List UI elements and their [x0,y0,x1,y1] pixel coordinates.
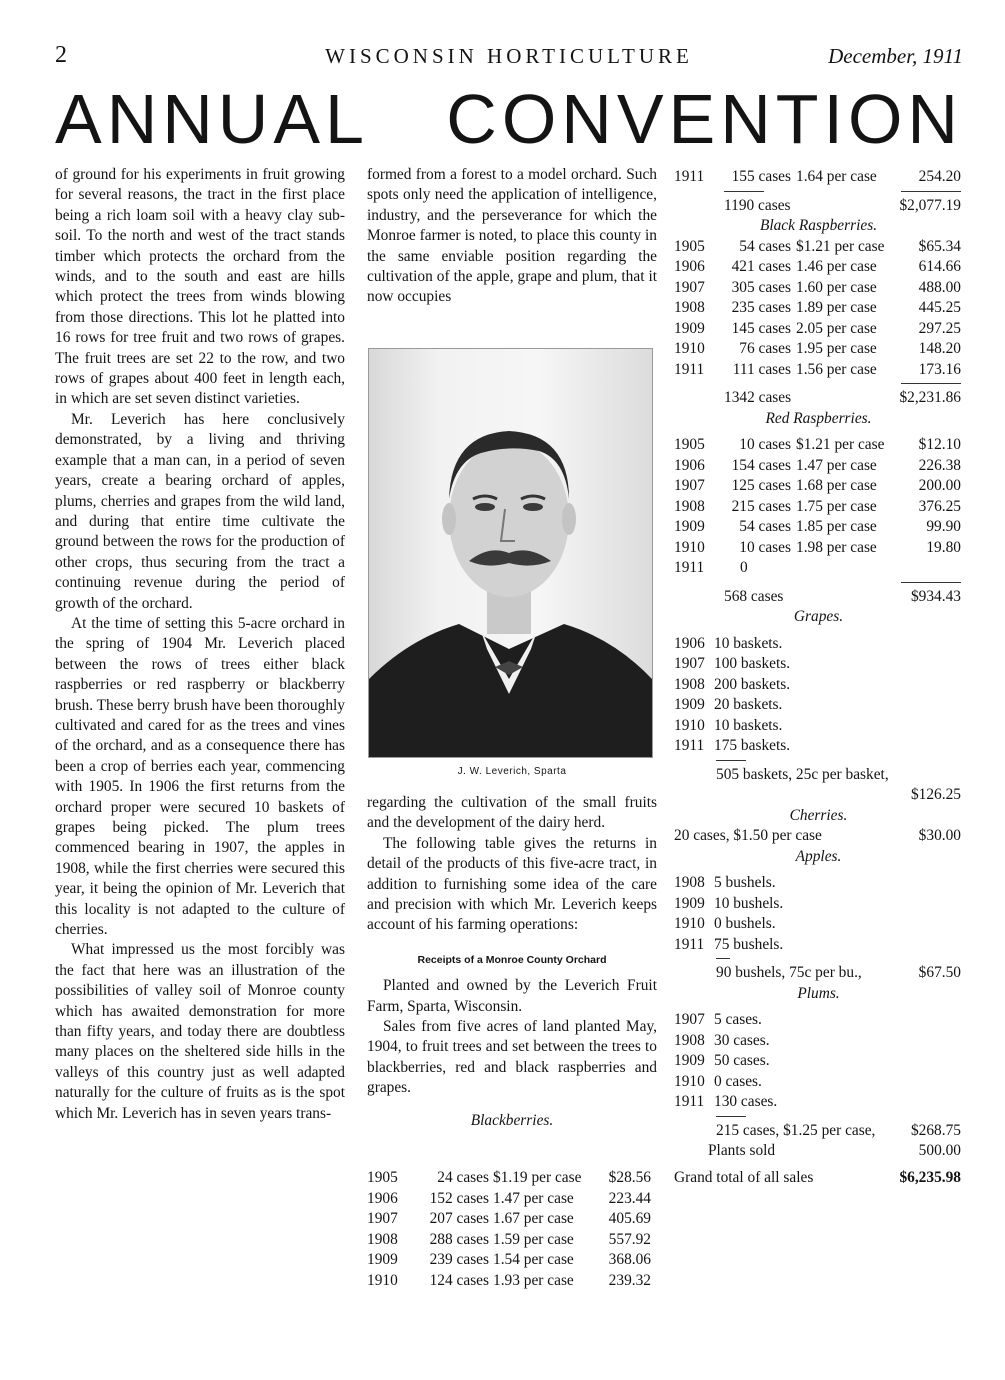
year: 1908 [674,874,705,891]
total-line: 215 cases, $1.25 per case, [716,1121,876,1139]
quantity: 54 cases [739,237,791,255]
plants-sold-amount: 500.00 [918,1142,961,1159]
quantity: 155 cases [731,168,791,185]
paragraph: Planted and owned by the Leverich Fruit Farm, Sparta, Wisconsin. [367,977,657,1015]
banner-word-annual: ANNUAL [55,80,369,158]
quantity: 76 cases [739,340,791,357]
total-amount: $67.50 [918,964,961,981]
amount: 239.32 [608,1271,651,1289]
total-amount: $126.25 [910,786,961,803]
total-row [674,785,963,806]
year: 1909 [674,1052,705,1069]
year: 1906 [367,1189,398,1207]
publication-title: WISCONSIN HORTICULTURE [325,44,693,68]
paragraph: regarding the cultivation of the small fruits and the development of the dairy herd. [367,794,657,832]
year: 1907 [674,278,705,296]
table-row [674,167,963,188]
price: 1.59 per case [493,1230,574,1248]
table-row [674,298,963,319]
price: 1.98 per case [796,538,877,556]
table-row [674,435,963,456]
year: 1906 [674,258,705,275]
table-row [674,894,963,915]
amount: 368.06 [608,1251,651,1268]
year: 1911 [674,168,705,185]
portrait-photo [368,348,653,758]
quantity: 305 cases [731,278,791,296]
year: 1907 [674,477,705,494]
paragraph: At the time of setting this 5-acre orchard in the spring of 1904 Mr. Leverich placed between the rows of trees either black raspberries or red raspberry or blackberry brush. These berry brush have been thoroughly cultivated and cared for as the trees and vines of the orchard, and as a consequence there has been a crop of berries each year, commencing with 1905. In 1906 the first returns from the orchard proper were secured 10 baskets of grapes being picked. The plum trees commenced bearing in 1907, the apples in 1908, while the first cherries were secured this year, it being the opinion of Mr. Leverich that this locality is not adapted to the culture of cherries. [55,614,345,939]
table-row [674,1092,963,1113]
page-number: 2 [55,42,67,68]
year: 1905 [367,1169,398,1186]
black-raspberries-heading: Black Raspberries. [759,217,878,234]
amount: $12.10 [918,436,961,453]
year: 1909 [674,319,705,337]
photo-caption: J. W. Leverich, Sparta [457,766,567,777]
year: 1907 [674,655,705,672]
amount: 148.20 [918,340,961,357]
total-row [674,1141,963,1162]
amount: 99.90 [926,518,961,535]
plums-heading: Plums. [797,984,840,1002]
price: 1.47 per case [493,1189,574,1207]
year: 1907 [674,1011,705,1028]
article-column-2-bottom [367,793,657,1131]
total-amount: $2,231.86 [899,389,961,406]
table-row [674,675,963,696]
quantity: 54 cases [739,518,791,535]
grand-total-amount: $6,235.98 [899,1168,961,1186]
issue-date: December, 1911 [828,44,963,68]
total-line: 505 baskets, 25c per basket, [716,765,889,783]
table-row [367,1230,657,1251]
price: 1.89 per case [796,299,877,316]
amount: 488.00 [918,278,961,296]
price: 1.95 per case [796,340,877,357]
quantity: 5 cases. [714,1011,762,1028]
year: 1911 [674,559,705,576]
total-quantity: 1342 cases [724,389,792,406]
price: 1.75 per case [796,497,877,515]
table-row [674,497,963,518]
quantity: 100 baskets. [714,655,791,672]
amount: 297.25 [918,319,961,337]
divider [674,579,963,587]
table-row [674,1051,963,1072]
table-row [674,695,963,716]
quantity: 175 baskets. [714,737,791,754]
total-amount: $268.75 [910,1121,961,1139]
paragraph: of ground for his experiments in fruit growing for several reasons, the tract in the first place being a rich loam soil with a heavy clay sub-soil. To the north and west of the tract stands timber which protects the orchard from the winds, and to the south and east are hills which protect the trees from winds blowing from those directions. This lot he platted into 16 rows for tree fruit and two rows of grapes. The fruit trees are set 22 to the row, and two rows of grapes about 400 feet in length each, in which are set seven distinct varieties. [55,166,345,408]
table-row [674,634,963,655]
quantity: 239 cases [429,1251,489,1268]
price: 1.85 per case [796,518,877,535]
quantity: 154 cases [731,456,791,474]
total-row [674,765,963,786]
year: 1908 [674,299,705,316]
table-row [674,716,963,737]
total-row [674,1121,963,1142]
price: 2.05 per case [796,319,877,337]
quantity: 75 bushels. [714,935,784,953]
amount: 254.20 [918,168,961,185]
table-row [674,237,963,258]
quantity: 5 bushels. [714,874,776,891]
table-row [674,935,963,956]
table-row [674,558,963,579]
paragraph: formed from a forest to a model orchard. Such spots only need the application of intelligence, industry, and the perseverance for which the Monroe farmer is noted, to place this county in the same enviable position regarding the cultivation of the apple, grape and plum, that it now occupies [367,166,657,306]
table-row [674,476,963,497]
receipts-column-3 [674,167,963,1188]
year: 1908 [674,675,705,693]
quantity: 152 cases [429,1189,489,1207]
price: 1.56 per case [796,360,877,378]
amount: 405.69 [608,1210,651,1227]
year: 1905 [674,237,705,255]
total-amount: $2,077.19 [899,196,961,214]
quantity: 10 baskets. [714,634,783,652]
year: 1910 [674,915,705,932]
total-row [674,388,963,409]
year: 1906 [674,456,705,474]
year: 1909 [367,1251,398,1268]
year: 1910 [674,1072,705,1090]
total-quantity: 1190 cases [724,196,791,214]
table-row [674,517,963,538]
quantity: 10 cases [739,538,791,556]
table-heading: Receipts of a Monroe County Orchard [417,953,607,966]
total-row [674,587,963,608]
quantity: 20 baskets. [714,696,783,713]
year: 1908 [674,497,705,515]
price: 1.47 per case [796,456,877,474]
cherries-amount: $30.00 [918,827,961,844]
divider [674,188,963,196]
amount: 445.25 [918,299,961,316]
table-row [367,1271,657,1292]
total-amount: $934.43 [910,587,961,605]
blackberries-table [367,1168,657,1291]
amount: 223.44 [608,1189,651,1207]
divider [674,955,963,963]
plants-sold-label: Plants sold [708,1142,776,1159]
quantity: 215 cases [731,497,791,515]
quantity: 10 bushels. [714,894,784,912]
price: 1.46 per case [796,258,877,275]
quantity: 10 baskets. [714,716,783,734]
table-row [674,914,963,935]
price: 1.54 per case [493,1251,574,1268]
quantity: 130 cases. [714,1093,778,1110]
year: 1909 [674,518,705,535]
year: 1905 [674,436,705,453]
year: 1909 [674,894,705,912]
year: 1906 [674,634,705,652]
page-header [55,42,963,72]
year: 1911 [674,360,705,378]
quantity: 50 cases. [714,1052,770,1069]
total-quantity: 568 cases [724,587,784,605]
portrait-illustration [369,349,652,757]
amount: 200.00 [918,477,961,494]
article-column-2-top [367,165,657,308]
divider [674,1113,963,1121]
amount: 614.66 [918,258,961,275]
amount: 557.92 [608,1230,651,1248]
table-row [674,873,963,894]
price: 1.64 per case [796,168,877,185]
blackberries-heading: Blackberries. [470,1111,554,1129]
quantity: 125 cases [731,477,791,494]
article-column-1 [55,165,345,1124]
year: 1911 [674,737,705,754]
total-line: 90 bushels, 75c per bu., [716,964,862,981]
year: 1909 [674,696,705,713]
amount: 376.25 [918,497,961,515]
year: 1907 [367,1210,398,1227]
quantity: 30 cases. [714,1031,770,1049]
table-row [674,538,963,559]
divider [674,380,963,388]
year: 1910 [674,340,705,357]
table-row [674,339,963,360]
amount: 173.16 [918,360,961,378]
grand-total-label: Grand total of all sales [674,1168,814,1186]
table-row [674,736,963,757]
year: 1911 [674,935,705,953]
table-row [674,257,963,278]
quantity: 145 cases [731,319,791,337]
quantity: 421 cases [731,258,791,275]
divider [674,757,963,765]
cherries-line: 20 cases, $1.50 per case [674,827,822,844]
table-row [674,360,963,381]
table-row [674,278,963,299]
price: $1.19 per case [493,1169,582,1186]
grand-total-row [674,1168,963,1189]
quantity: 24 cases [437,1169,489,1186]
section-banner [55,80,963,158]
grapes-heading: Grapes. [793,608,844,625]
amount: $28.56 [608,1169,651,1186]
cherries-heading: Cherries. [789,806,848,824]
quantity: 0 bushels. [714,915,776,932]
quantity: 235 cases [731,299,791,316]
table-row [674,1072,963,1093]
red-raspberries-heading: Red Raspberries. [765,409,872,427]
table-row [674,1031,963,1052]
table-row [367,1250,657,1271]
table-row [674,654,963,675]
amount: 19.80 [926,538,961,556]
table-row [367,1189,657,1210]
price: 1.67 per case [493,1210,574,1227]
total-row [674,826,963,847]
quantity: 207 cases [429,1210,489,1227]
quantity: 288 cases [429,1230,489,1248]
paragraph: The following table gives the returns in detail of the products of this five-acre tract, in addition to furnishing some idea of the care and precision with which Mr. Leverich keeps account of his farming operations: [367,834,657,934]
amount: $65.34 [918,237,961,255]
year: 1908 [674,1031,705,1049]
price: 1.68 per case [796,477,877,494]
table-row [367,1209,657,1230]
banner-word-convention: CONVENTION [446,80,963,158]
price: 1.60 per case [796,278,877,296]
paragraph: Sales from five acres of land planted May, 1904, to fruit trees and set between the trees to blackberries, red and black raspberries and grapes. [367,1018,657,1097]
total-row [674,963,963,984]
table-row [674,319,963,340]
apples-heading: Apples. [795,847,842,865]
quantity: 111 cases [732,360,791,378]
total-row [674,196,963,217]
quantity: 0 cases. [714,1072,762,1090]
price: $1.21 per case [796,436,885,453]
quantity: 200 baskets. [714,675,791,693]
year: 1910 [674,716,705,734]
amount: 226.38 [918,456,961,474]
quantity: 0 [740,559,748,576]
table-row [367,1168,657,1189]
paragraph: Mr. Leverich has here conclusively demonstrated, by a living and thriving example that a man can, in a period of seven years, create a bearing orchard of apples, plums, cherries and grapes from the wild land, and during that entire time cultivate the ground between the rows for the production of other crops, thus securing from the tract a continuing revenue during the period of growth of the orchard. [55,410,345,612]
year: 1911 [674,1093,705,1110]
table-row [674,1010,963,1031]
table-row [674,456,963,477]
paragraph: What impressed us the most forcibly was the fact that here was an illustration of the possibilities of valley soil of Monroe county which has awaited demonstration for more than fifty years, and today there are doubtless many places on the sheltered side hills in the valleys of this country just as well adapted naturally for the culture of fruits as is the spot which Mr. Leverich has in seven years trans- [55,941,345,1122]
year: 1910 [674,538,705,556]
year: 1908 [367,1230,398,1248]
quantity: 124 cases [429,1271,489,1289]
price: 1.93 per case [493,1271,574,1289]
quantity: 10 cases [739,436,791,453]
price: $1.21 per case [796,237,885,255]
year: 1910 [367,1271,398,1289]
